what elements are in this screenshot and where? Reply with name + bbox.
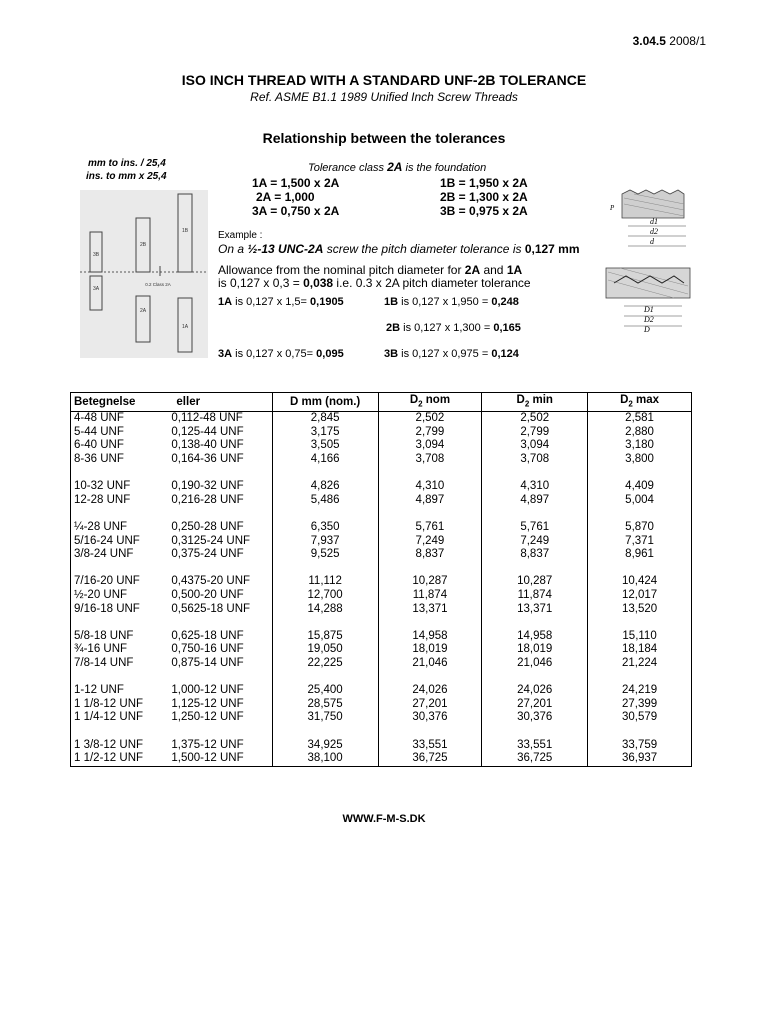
cell-decimal-designation: 0,4375-20 UNF (168, 575, 272, 589)
cell-designation: 12-28 UNF (74, 493, 131, 506)
header-d2-nom-main: D (409, 394, 419, 406)
cell-decimal-designation: 0,138-40 UNF (168, 439, 272, 453)
calc-3a-value: 0,095 (316, 348, 344, 360)
label-3a: 3A (92, 286, 100, 292)
allowance-calc-pre: is 0,127 x 0,3 = (218, 276, 304, 290)
cell-d2-max: 10,424 (621, 575, 658, 588)
cell-d2-max: 5,870 (625, 521, 654, 534)
table-row (71, 643, 692, 657)
label-1a: 1A (181, 324, 189, 330)
cell-d2-nominal: 21,046 (378, 657, 482, 671)
conversion-inch-to-mm: ins. to mm x 25,4 (86, 171, 167, 182)
cell-d-nominal: 15,875 (272, 630, 378, 644)
header-d2-min-rest: min (529, 394, 553, 406)
cell-d-nominal: 22,225 (272, 657, 378, 671)
foundation-text (308, 160, 486, 174)
label-3b: 3B (92, 252, 100, 258)
cell-d2-max: 18,184 (621, 643, 658, 656)
allowance-2a: 2A (464, 263, 481, 277)
cell-d2-max: 8,961 (625, 548, 654, 561)
spacer-cell (482, 467, 588, 481)
cell-d-nominal: 3,505 (272, 439, 378, 453)
table-body (71, 412, 692, 766)
cell-d-nominal: 3,175 (272, 426, 378, 440)
cell-d2-min: 2,502 (482, 412, 588, 426)
cell-d2-min: 36,725 (482, 752, 588, 766)
cell-designation: 9/16-18 UNF (74, 602, 140, 615)
spacer-cell (272, 507, 378, 521)
cell-d2-min: 3,708 (482, 453, 588, 467)
table-row (71, 535, 692, 549)
thread-profile-diagram (604, 188, 696, 338)
cell-d2-max: 21,224 (621, 656, 658, 669)
cell-d2-nominal: 3,708 (378, 453, 482, 467)
example-line (218, 242, 580, 256)
reference-line: Ref. ASME B1.1 1989 Unified Inch Screw Threads (250, 90, 518, 104)
cell-decimal-designation: 1,250-12 UNF (168, 711, 272, 725)
cell-decimal-designation: 0,216-28 UNF (168, 494, 272, 508)
cell-designation: 1 3/8-12 UNF (74, 738, 144, 751)
calc-3a-text: is 0,127 x 0,75= (232, 348, 317, 360)
calc-1a-key: 1A (218, 296, 233, 308)
tolerance-diagram-svg (80, 190, 208, 358)
header-d2-min-sub: 2 (524, 399, 530, 409)
cell-d2-min: 18,019 (482, 643, 588, 657)
cell-d2-nominal: 30,376 (378, 711, 482, 725)
cell-designation: 1-12 UNF (74, 684, 124, 697)
cell-d-nominal: 9,525 (272, 548, 378, 562)
cell-d2-nominal: 3,094 (378, 439, 482, 453)
section-heading: Relationship between the tolerances (262, 130, 506, 146)
table-row (71, 684, 692, 698)
table-spacer-row (71, 671, 692, 685)
table-row (71, 548, 692, 562)
spacer-cell (378, 616, 482, 630)
table-row (71, 739, 692, 753)
cell-d2-max: 2,581 (625, 412, 654, 425)
spacer-cell (168, 467, 272, 481)
foundation-suffix: is the foundation (402, 162, 487, 174)
cell-d2-min: 13,371 (482, 603, 588, 617)
table-row (71, 603, 692, 617)
d2-label: d2 (650, 227, 658, 236)
allowance-calc (218, 276, 531, 290)
calc-1b (384, 296, 519, 308)
pitch-label: P (610, 204, 615, 212)
label-2b: 2B (139, 242, 147, 248)
cell-designation: ¾-16 UNF (74, 643, 128, 656)
table-spacer-row (71, 725, 692, 739)
cell-d-nominal: 28,575 (272, 698, 378, 712)
table-row (71, 521, 692, 535)
formula-1a: 1A = 1,500 x 2A (252, 176, 340, 190)
cell-decimal-designation: 0,112-48 UNF (168, 412, 272, 426)
allowance-and: and (480, 263, 507, 277)
header-d2-nom-sub: 2 (418, 399, 423, 409)
spacer-cell (71, 671, 169, 685)
cell-designation: 1 1/2-12 UNF (74, 752, 144, 765)
cell-d2-max: 2,880 (625, 425, 654, 438)
spacer-cell (588, 562, 692, 576)
cell-decimal-designation: 0,3125-24 UNF (168, 535, 272, 549)
cell-designation: 8-36 UNF (74, 453, 124, 466)
table-row (71, 589, 692, 603)
example-thread: ½-13 UNC-2A (247, 242, 324, 256)
doc-number-date: 2008/1 (665, 34, 706, 48)
calc-1b-value: 0,248 (491, 296, 519, 308)
D2-label: D2 (644, 315, 654, 324)
cell-designation: 5/16-24 UNF (74, 534, 140, 547)
cell-d2-max: 4,409 (625, 480, 654, 493)
calc-3a-key: 3A (218, 348, 233, 360)
calc-1b-key: 1B (384, 296, 399, 308)
footer-website: WWW.F-M-S.DK (342, 813, 426, 825)
d-label: d (650, 237, 654, 246)
spacer-cell (482, 562, 588, 576)
allowance-calc-post: i.e. 0.3 x 2A pitch diameter tolerance (333, 276, 531, 290)
spacer-cell (71, 507, 169, 521)
table-spacer-row (71, 467, 692, 481)
spacer-cell (168, 671, 272, 685)
spacer-cell (482, 616, 588, 630)
calc-2b-value: 0,165 (493, 322, 521, 334)
spacer-cell (71, 725, 169, 739)
zone-2a (136, 296, 150, 342)
cell-d2-nominal: 4,310 (378, 480, 482, 494)
calc-2b-key: 2B (386, 322, 401, 334)
cell-d2-max: 15,110 (622, 629, 657, 642)
spacer-cell (482, 671, 588, 685)
cell-d-nominal: 31,750 (272, 711, 378, 725)
cell-designation: ¼-28 UNF (74, 521, 128, 534)
cell-designation: 7/8-14 UNF (74, 656, 134, 669)
cell-decimal-designation: 0,190-32 UNF (168, 480, 272, 494)
document-number (633, 34, 706, 48)
example-mid: screw the pitch diameter tolerance is (323, 242, 525, 256)
cell-decimal-designation: 0,250-28 UNF (168, 521, 272, 535)
header-d2-max-main: D (620, 394, 629, 406)
cell-d-nominal: 4,826 (272, 480, 378, 494)
spacer-cell (71, 562, 169, 576)
cell-d-nominal: 38,100 (272, 752, 378, 766)
cell-decimal-designation: 0,875-14 UNF (168, 657, 272, 671)
cell-d2-min: 4,897 (482, 494, 588, 508)
cell-designation: 4-48 UNF (74, 412, 124, 425)
calc-2b-text: is 0,127 x 1,300 = (400, 322, 494, 334)
header-betegnelse: Betegnelse (74, 396, 136, 409)
cell-d2-nominal: 24,026 (378, 684, 482, 698)
spacer-cell (378, 467, 482, 481)
calc-1a-value: 0,1905 (310, 296, 344, 308)
spacer-cell (272, 671, 378, 685)
spacer-cell (168, 725, 272, 739)
spacer-cell (378, 671, 482, 685)
cell-d-nominal: 2,845 (272, 412, 378, 426)
table-header-row (71, 393, 692, 412)
cell-d-nominal: 25,400 (272, 684, 378, 698)
spacer-cell (482, 725, 588, 739)
example-pre: On a (218, 242, 248, 256)
formula-2a: 2A = 1,000 (256, 190, 315, 204)
cell-d2-nominal: 2,502 (378, 412, 482, 426)
cell-designation: ½-20 UNF (74, 589, 128, 602)
d1-label: d1 (650, 217, 658, 226)
cell-d2-max: 27,399 (621, 697, 658, 710)
cell-d2-min: 11,874 (482, 589, 588, 603)
foundation-class: 2A (387, 160, 403, 174)
allowance-calc-value: 0,038 (303, 276, 334, 290)
cell-d2-nominal: 7,249 (378, 535, 482, 549)
spacer-cell (588, 616, 692, 630)
cell-d-nominal: 12,700 (272, 589, 378, 603)
tolerance-diagram (80, 190, 208, 358)
table-row (71, 630, 692, 644)
cell-d2-nominal: 2,799 (378, 426, 482, 440)
calc-1a-text: is 0,127 x 1,5= (232, 296, 311, 308)
D-label: D (644, 325, 650, 334)
header-d2-nom-rest: nom (422, 394, 451, 406)
cell-decimal-designation: 1,500-12 UNF (168, 752, 272, 766)
cell-d2-max: 7,371 (625, 534, 654, 547)
cell-d2-min: 24,026 (482, 684, 588, 698)
spacer-cell (588, 725, 692, 739)
table-row (71, 698, 692, 712)
cell-d2-min: 3,094 (482, 439, 588, 453)
formula-3b: 3B = 0,975 x 2A (440, 204, 528, 218)
spacer-cell (378, 507, 482, 521)
spacer-cell (272, 467, 378, 481)
cell-d2-min: 2,799 (482, 426, 588, 440)
table-row (71, 439, 692, 453)
header-d2-max-sub: 2 (628, 399, 633, 409)
calc-3b-value: 0,124 (491, 348, 519, 360)
cell-decimal-designation: 0,750-16 UNF (168, 643, 272, 657)
table-row (71, 711, 692, 725)
cell-d2-min: 33,551 (482, 739, 588, 753)
cell-decimal-designation: 0,500-20 UNF (168, 589, 272, 603)
cell-d2-min: 8,837 (482, 548, 588, 562)
header-d2-min-main: D (516, 394, 525, 406)
header-d2-min (482, 393, 588, 412)
cell-designation: 7/16-20 UNF (74, 575, 140, 588)
calc-3b-text: is 0,127 x 0,975 = (398, 348, 492, 360)
header-d2-max-rest: max (632, 394, 660, 406)
cell-d-nominal: 6,350 (272, 521, 378, 535)
cell-d2-nominal: 4,897 (378, 494, 482, 508)
cell-d-nominal: 5,486 (272, 494, 378, 508)
cell-d2-min: 5,761 (482, 521, 588, 535)
table-row (71, 752, 692, 766)
table-row (71, 494, 692, 508)
spacer-cell (71, 616, 169, 630)
calc-1a (218, 296, 344, 308)
header-d-nom: D mm (nom.) (272, 393, 378, 412)
class-label: 0.2 Class 2A (145, 282, 171, 287)
spacer-cell (482, 507, 588, 521)
calc-3b-key: 3B (384, 348, 399, 360)
cell-d-nominal: 4,166 (272, 453, 378, 467)
conversion-mm-to-inch: mm to ins. / 25,4 (88, 158, 166, 169)
table-row (71, 657, 692, 671)
cell-d-nominal: 34,925 (272, 739, 378, 753)
allowance-pre: Allowance from the nominal pitch diameter for (218, 263, 465, 277)
table-spacer-row (71, 507, 692, 521)
table-row (71, 412, 692, 426)
cell-d-nominal: 19,050 (272, 643, 378, 657)
cell-d2-max: 33,759 (621, 738, 658, 751)
formula-1b: 1B = 1,950 x 2A (440, 176, 528, 190)
cell-d2-max: 24,219 (621, 684, 658, 697)
D1-label: D1 (644, 305, 654, 314)
spacer-cell (71, 467, 169, 481)
cell-d2-max: 36,937 (621, 752, 658, 765)
table-row (71, 453, 692, 467)
doc-number-bold: 3.04.5 (632, 34, 666, 48)
cell-designation: 1 1/8-12 UNF (74, 697, 144, 710)
spacer-cell (272, 562, 378, 576)
cell-decimal-designation: 1,125-12 UNF (168, 698, 272, 712)
cell-d2-max: 3,800 (625, 453, 654, 466)
cell-d2-min: 27,201 (482, 698, 588, 712)
header-eller: eller (168, 393, 272, 412)
cell-d2-min: 14,958 (482, 630, 588, 644)
spacer-cell (588, 671, 692, 685)
zone-3a (90, 276, 102, 310)
label-2a: 2A (139, 308, 147, 314)
cell-d-nominal: 14,288 (272, 603, 378, 617)
cell-d2-min: 4,310 (482, 480, 588, 494)
cell-d2-max: 13,520 (621, 602, 658, 615)
spacer-cell (588, 507, 692, 521)
cell-d2-nominal: 27,201 (378, 698, 482, 712)
cell-d2-max: 30,579 (621, 711, 658, 724)
cell-designation: 5-44 UNF (74, 425, 124, 438)
cell-d2-min: 7,249 (482, 535, 588, 549)
spacer-cell (168, 562, 272, 576)
cell-d-nominal: 7,937 (272, 535, 378, 549)
spacer-cell (378, 562, 482, 576)
label-1b: 1B (181, 228, 189, 234)
spacer-cell (378, 725, 482, 739)
formula-2b: 2B = 1,300 x 2A (440, 190, 528, 204)
spacer-cell (588, 467, 692, 481)
thread-profile-svg (604, 188, 696, 338)
spacer-cell (168, 616, 272, 630)
cell-designation: 1 1/4-12 UNF (74, 711, 144, 724)
cell-d2-min: 10,287 (482, 575, 588, 589)
cell-d2-nominal: 33,551 (378, 739, 482, 753)
cell-d2-nominal: 8,837 (378, 548, 482, 562)
cell-decimal-designation: 1,375-12 UNF (168, 739, 272, 753)
table-spacer-row (71, 562, 692, 576)
spacer-cell (272, 725, 378, 739)
unf-thread-table (70, 392, 692, 767)
cell-decimal-designation: 0,375-24 UNF (168, 548, 272, 562)
cell-d2-max: 12,017 (621, 589, 658, 602)
spacer-cell (272, 616, 378, 630)
cell-designation: 3/8-24 UNF (74, 548, 134, 561)
cell-d2-nominal: 18,019 (378, 643, 482, 657)
cell-d2-nominal: 36,725 (378, 752, 482, 766)
cell-d2-nominal: 10,287 (378, 575, 482, 589)
cell-decimal-designation: 0,625-18 UNF (168, 630, 272, 644)
header-d2-nom (378, 393, 482, 412)
calc-2b (386, 322, 521, 334)
table-row (71, 575, 692, 589)
cell-designation: 6-40 UNF (74, 439, 124, 452)
cell-d2-min: 30,376 (482, 711, 588, 725)
page-title: ISO INCH THREAD WITH A STANDARD UNF-2B TOLERANCE (181, 72, 587, 88)
calc-3b (384, 348, 519, 360)
cell-decimal-designation: 0,125-44 UNF (168, 426, 272, 440)
cell-d2-nominal: 11,874 (378, 589, 482, 603)
cell-designation: 10-32 UNF (74, 480, 131, 493)
formula-3a: 3A = 0,750 x 2A (252, 204, 340, 218)
cell-d2-nominal: 14,958 (378, 630, 482, 644)
cell-d2-max: 3,180 (625, 439, 654, 452)
calc-3a (218, 348, 344, 360)
calc-1b-text: is 0,127 x 1,950 = (398, 296, 492, 308)
cell-d2-max: 5,004 (625, 493, 654, 506)
allowance-1a: 1A (506, 263, 523, 277)
table-row (71, 480, 692, 494)
foundation-prefix: Tolerance class (308, 162, 388, 174)
cell-d2-nominal: 5,761 (378, 521, 482, 535)
cell-decimal-designation: 0,164-36 UNF (168, 453, 272, 467)
example-value: 0,127 mm (524, 242, 580, 256)
cell-decimal-designation: 1,000-12 UNF (168, 684, 272, 698)
cell-d-nominal: 11,112 (272, 575, 378, 589)
header-d2-max (588, 393, 692, 412)
cell-d2-min: 21,046 (482, 657, 588, 671)
table-row (71, 426, 692, 440)
cell-d2-nominal: 13,371 (378, 603, 482, 617)
allowance-line (218, 263, 522, 277)
cell-decimal-designation: 0,5625-18 UNF (168, 603, 272, 617)
table-spacer-row (71, 616, 692, 630)
cell-designation: 5/8-18 UNF (74, 629, 134, 642)
spacer-cell (168, 507, 272, 521)
example-label: Example : (218, 230, 263, 241)
